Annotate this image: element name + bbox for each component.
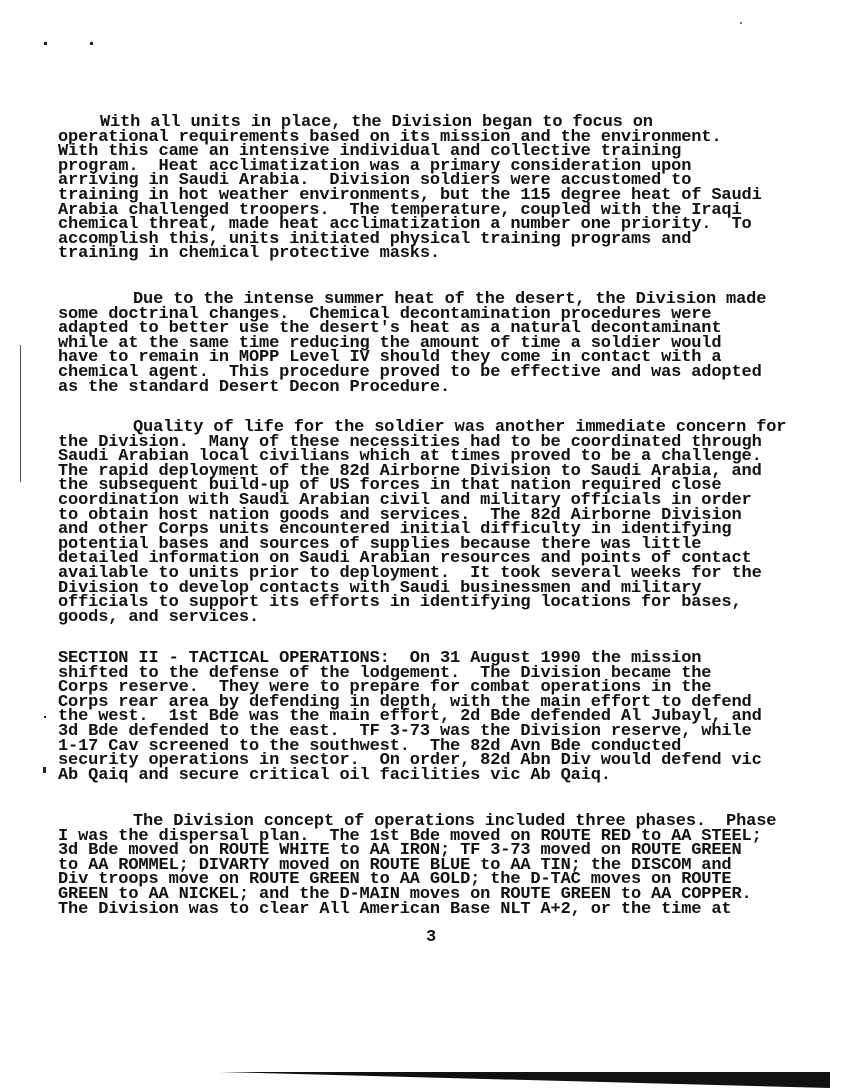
text-line: GREEN to AA NICKEL; and the D-MAIN moves on ROUTE GREEN to AA COPPER. bbox=[58, 884, 752, 904]
text-line: training in chemical protective masks. bbox=[58, 244, 440, 264]
text-line: and other Corps units encountered initial difficulty in identifying bbox=[58, 520, 732, 540]
text-line: program. Heat acclimatization was a primary consideration upon bbox=[58, 156, 692, 176]
text-line: the Division. Many of these necessities had to be coordinated through bbox=[58, 432, 762, 452]
text-line: operational requirements based on its mission and the environment. bbox=[58, 127, 722, 147]
text-line: the west. 1st Bde was the main effort, 2d Bde defended Al Jubayl, and bbox=[58, 707, 762, 727]
text-line: to obtain host nation goods and services. The 82d Airborne Division bbox=[58, 505, 742, 525]
text-line: Ab Qaiq and secure critical oil facilities vic Ab Qaiq. bbox=[58, 765, 611, 785]
text-line: 3d Bde moved on ROUTE WHITE to AA IRON; TF 3-73 moved on ROUTE GREEN bbox=[58, 841, 742, 861]
text-line: Division to develop contacts with Saudi businessmen and military bbox=[58, 578, 702, 598]
text-line: Corps reserve. They were to prepare for combat operations in the bbox=[58, 678, 712, 698]
text-line: available to units prior to deployment. It took several weeks for the bbox=[58, 563, 762, 583]
text-line: The Division was to clear All American Base NLT A+2, or the time at bbox=[58, 899, 732, 919]
text-line: With this came an intensive individual and collective training bbox=[58, 142, 682, 162]
text-line: have to remain in MOPP Level IV should they come in contact with a bbox=[58, 348, 722, 368]
text-line: Div troops move on ROUTE GREEN to AA GOLD; the D-TAC moves on ROUTE bbox=[58, 870, 732, 890]
text-line: The rapid deployment of the 82d Airborne Division to Saudi Arabia, and bbox=[58, 461, 762, 481]
text-line: the subsequent build-up of US forces in that nation required close bbox=[58, 476, 722, 496]
text-line: 1-17 Cav screened to the southwest. The 82d Avn Bde conducted bbox=[58, 736, 682, 756]
text-line: adapted to better use the desert's heat as a natural decontaminant bbox=[58, 319, 722, 339]
text-line: 3d Bde defended to the east. TF 3-73 was the Division reserve, while bbox=[58, 721, 752, 741]
text-line: I was the dispersal plan. The 1st Bde moved on ROUTE RED to AA STEEL; bbox=[58, 826, 762, 846]
text-line: as the standard Desert Decon Procedure. bbox=[58, 377, 451, 397]
text-line: to AA ROMMEL; DIVARTY moved on ROUTE BLUE to AA TIN; the DISCOM and bbox=[58, 855, 732, 875]
text-line: chemical agent. This procedure proved to be effective and was adopted bbox=[58, 362, 762, 382]
text-line: arriving in Saudi Arabia. Division soldiers were accustomed to bbox=[58, 171, 692, 191]
text-line: Saudi Arabian local civilians which at times proved to be a challenge. bbox=[58, 447, 762, 467]
text-line: while at the same time reducing the amount of time a soldier would bbox=[58, 333, 722, 353]
text-line: officials to support its efforts in identifying locations for bases, bbox=[58, 593, 742, 613]
text-line: potential bases and sources of supplies because there was little bbox=[58, 534, 702, 554]
text-line: coordination with Saudi Arabian civil and military officials in order bbox=[58, 490, 752, 510]
text-line: Quality of life for the soldier was another immediate concern for bbox=[133, 418, 787, 437]
text-line: some doctrinal changes. Chemical decontamination procedures were bbox=[58, 304, 712, 324]
text-line: security operations in sector. On order, 82d Abn Div would defend vic bbox=[58, 751, 762, 771]
text-line: With all units in place, the Division began to focus on bbox=[100, 113, 653, 132]
text-line: The Division concept of operations included three phases. Phase bbox=[133, 812, 777, 831]
text-line: chemical threat, made heat acclimatization a number one priority. To bbox=[58, 215, 752, 235]
text-line: accomplish this, units initiated physical training programs and bbox=[58, 229, 692, 249]
text-line: training in hot weather environments, but the 115 degree heat of Saudi bbox=[58, 185, 762, 205]
text-line: Arabia challenged troopers. The temperature, coupled with the Iraqi bbox=[58, 200, 742, 220]
text-line: goods, and services. bbox=[58, 607, 260, 627]
text-line: SECTION II - TACTICAL OPERATIONS: On 31 August 1990 the mission bbox=[58, 649, 702, 668]
text-line: Corps rear area by defending in depth, with the main effort to defend bbox=[58, 692, 752, 712]
text-line: shifted to the defense of the lodgement. The Division became the bbox=[58, 663, 712, 683]
text-line: Due to the intense summer heat of the desert, the Division made bbox=[133, 290, 767, 309]
text-line: detailed information on Saudi Arabian resources and points of contact bbox=[58, 549, 752, 569]
page-number: 3 bbox=[426, 928, 437, 947]
